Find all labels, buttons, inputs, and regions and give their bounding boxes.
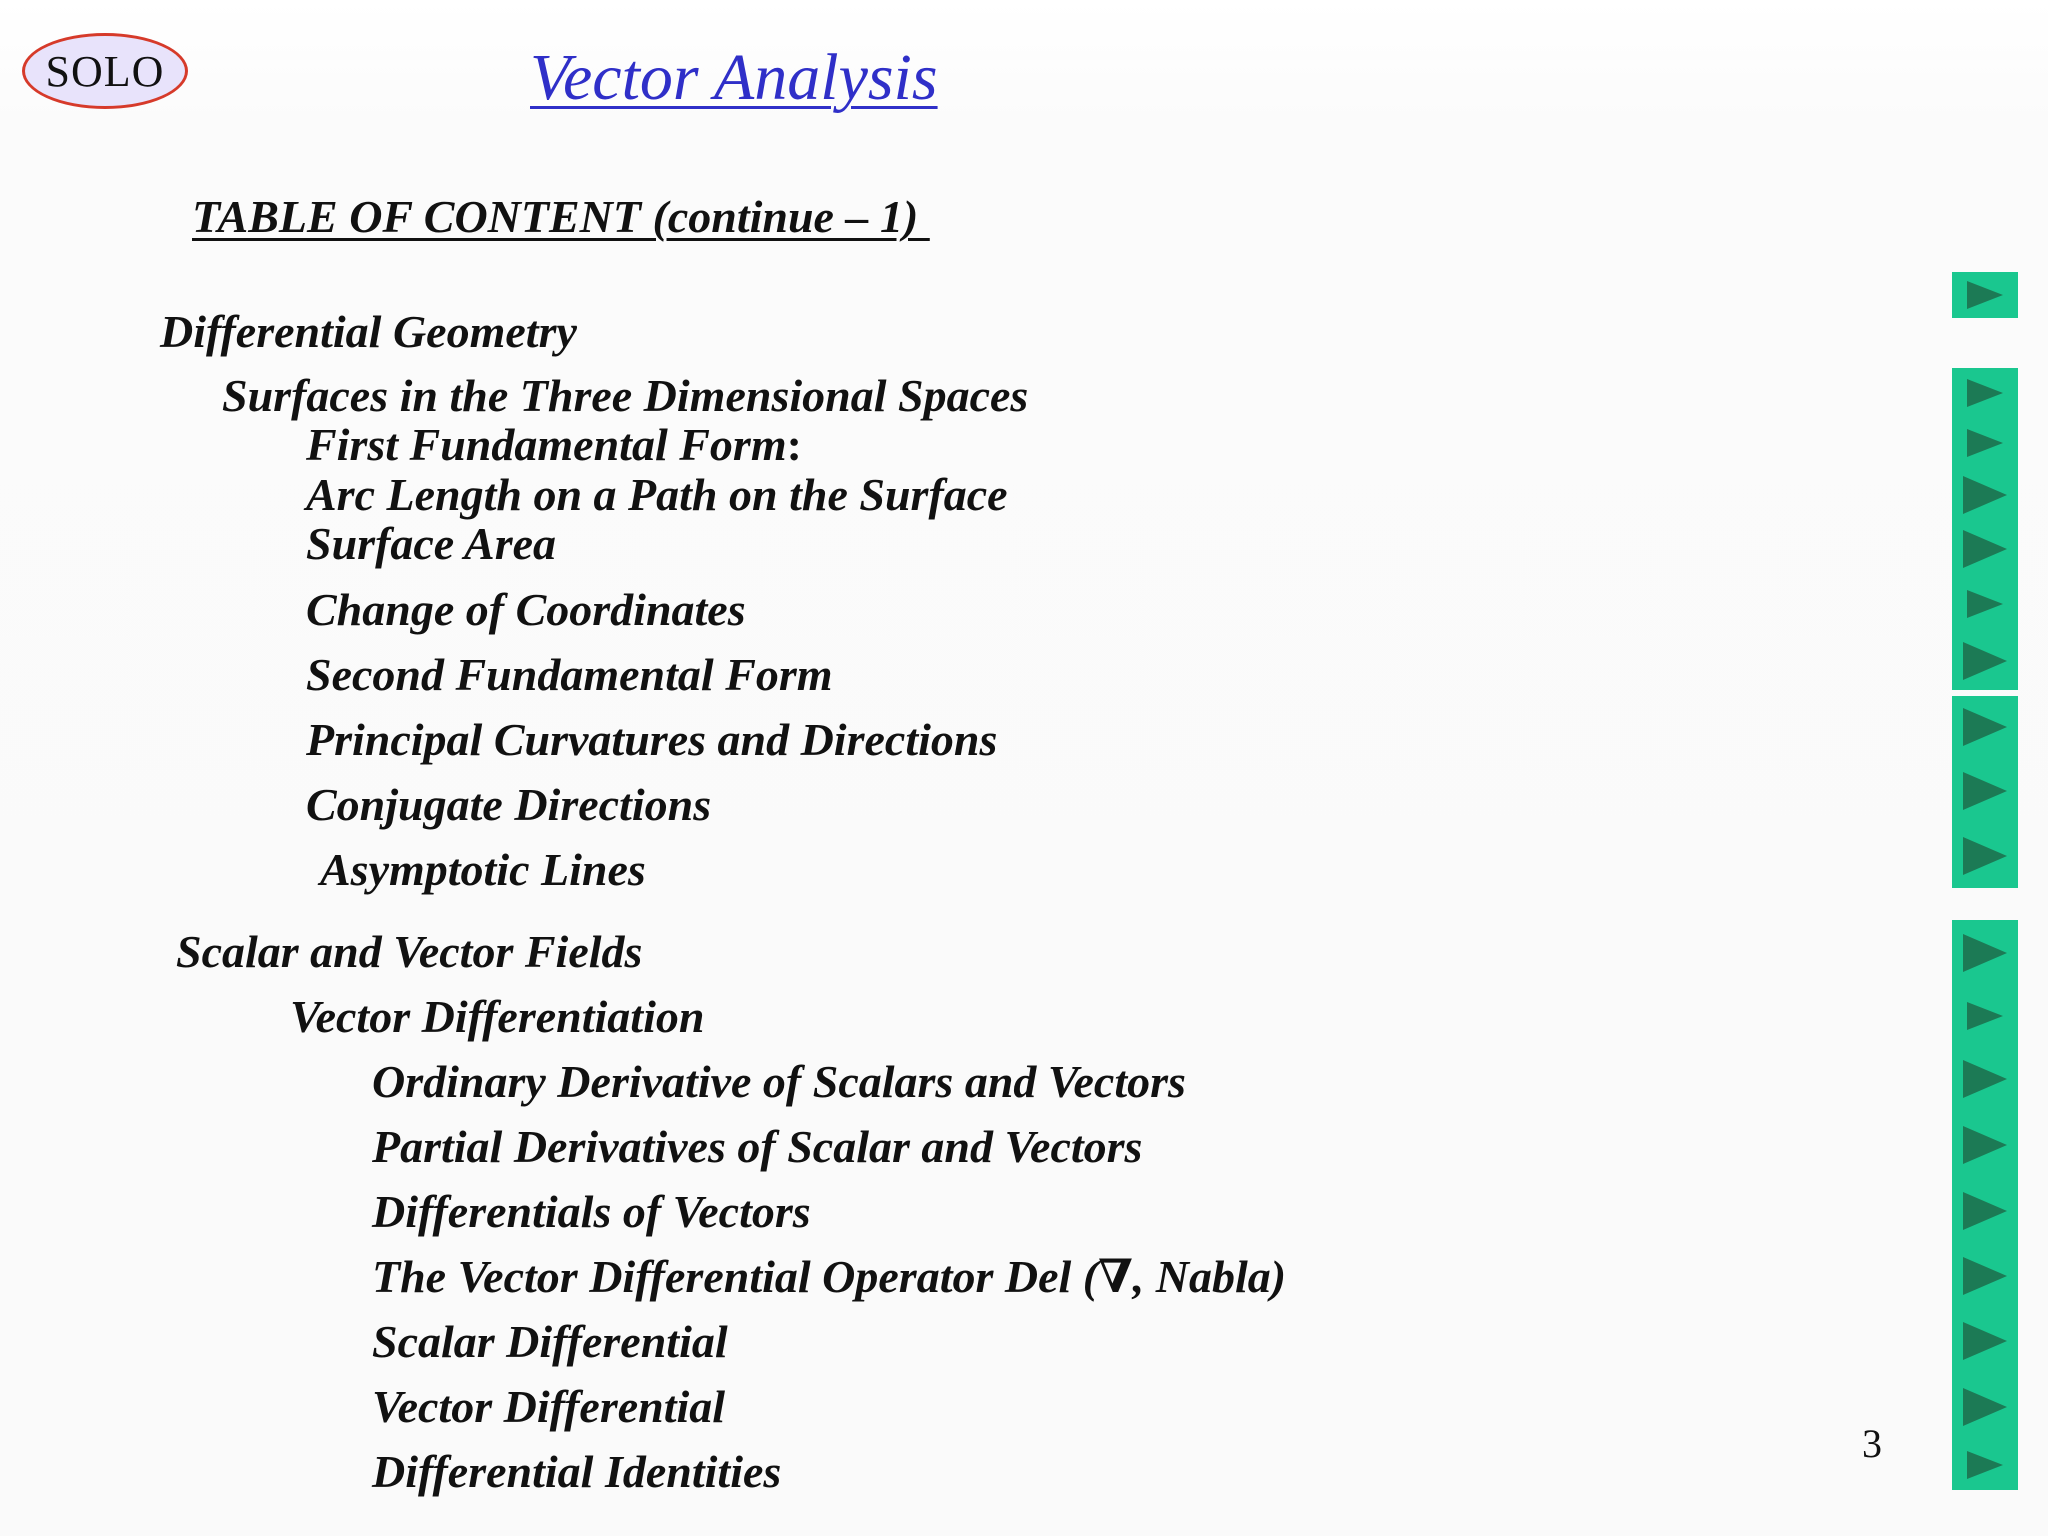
toc-item-label: First Fundamental Form [306, 419, 787, 470]
solo-logo [22, 33, 188, 109]
play-arrow-icon [1961, 1255, 2009, 1297]
play-arrow-icon [1961, 770, 2009, 812]
toc-item-conjugate-directions[interactable]: Conjugate Directions [306, 779, 712, 830]
toc-item-surfaces-3d[interactable]: Surfaces in the Three Dimensional Spaces [222, 370, 1029, 421]
page-title: Vector Analysis [530, 41, 938, 114]
toc-heading: TABLE OF CONTENT (continue – 1) [192, 191, 930, 242]
nav-button-differentials-of-vectors[interactable] [1952, 1178, 2018, 1244]
nav-button-conjugate-directions[interactable] [1952, 758, 2018, 824]
toc-section-scalar-vector-fields[interactable]: Scalar and Vector Fields [176, 926, 643, 977]
toc-item-surface-area[interactable]: Surface Area [306, 518, 557, 569]
play-arrow-icon [1965, 427, 2005, 459]
play-arrow-icon [1961, 1124, 2009, 1166]
play-arrow-icon [1961, 528, 2009, 570]
toc-item-principal-curvatures[interactable]: Principal Curvatures and Directions [306, 714, 998, 765]
toc-section-differential-geometry[interactable]: Differential Geometry [160, 306, 577, 357]
nav-button-scalar-differential[interactable] [1952, 1308, 2018, 1374]
colon-suffix: : [786, 419, 802, 470]
play-arrow-icon [1961, 1058, 2009, 1100]
play-arrow-icon [1961, 1320, 2009, 1362]
toc-item-partial-derivatives[interactable]: Partial Derivatives of Scalar and Vectors [372, 1121, 1143, 1172]
nav-button-principal-curvatures[interactable] [1952, 696, 2018, 758]
nav-button-del-operator[interactable] [1952, 1244, 2018, 1308]
toc-item-vector-differential[interactable]: Vector Differential [372, 1381, 726, 1432]
nav-button-differential-geometry[interactable] [1952, 272, 2018, 318]
toc-item-first-fundamental-form[interactable] [306, 419, 802, 470]
nav-button-partial-derivatives[interactable] [1952, 1112, 2018, 1178]
play-arrow-icon [1961, 932, 2009, 974]
nav-button-ordinary-derivative[interactable] [1952, 1046, 2018, 1112]
toc-item-differentials-of-vectors[interactable]: Differentials of Vectors [372, 1186, 811, 1237]
toc-item-scalar-differential[interactable]: Scalar Differential [372, 1316, 728, 1367]
play-arrow-icon [1961, 640, 2009, 682]
toc-item-asymptotic-lines[interactable]: Asymptotic Lines [320, 844, 646, 895]
toc-item-vector-differentiation[interactable]: Vector Differentiation [290, 991, 705, 1042]
toc-item-change-of-coordinates[interactable]: Change of Coordinates [306, 584, 746, 635]
play-arrow-icon [1961, 1386, 2009, 1428]
toc-item-del-operator[interactable]: The Vector Differential Operator Del (∇, Nabla) [372, 1251, 1287, 1302]
play-arrow-icon [1965, 1449, 2005, 1481]
nav-button-vector-differential[interactable] [1952, 1374, 2018, 1440]
play-arrow-icon [1961, 1190, 2009, 1232]
play-arrow-icon [1965, 377, 2005, 409]
play-arrow-icon [1961, 835, 2009, 877]
toc-item-ordinary-derivative[interactable]: Ordinary Derivative of Scalars and Vectors [372, 1056, 1186, 1107]
nav-button-vector-differentiation[interactable] [1952, 986, 2018, 1046]
nav-button-differential-identities[interactable] [1952, 1440, 2018, 1490]
nav-button-scalar-vector-fields[interactable] [1952, 920, 2018, 986]
play-arrow-icon [1961, 706, 2009, 748]
toc-item-arc-length[interactable]: Arc Length on a Path on the Surface [306, 469, 1008, 520]
toc-item-second-fundamental-form[interactable]: Second Fundamental Form [306, 649, 833, 700]
play-arrow-icon [1965, 279, 2005, 311]
nav-button-surfaces-3d[interactable] [1952, 368, 2018, 418]
play-arrow-icon [1961, 474, 2009, 516]
toc-item-differential-identities[interactable]: Differential Identities [372, 1446, 782, 1497]
nav-button-second-fundamental-form[interactable] [1952, 632, 2018, 690]
play-arrow-icon [1965, 1000, 2005, 1032]
play-arrow-icon [1965, 588, 2005, 620]
nav-button-first-fundamental-form[interactable] [1952, 418, 2018, 468]
nav-button-change-of-coordinates[interactable] [1952, 576, 2018, 632]
page-number: 3 [1862, 1421, 1882, 1466]
nav-button-surface-area[interactable] [1952, 522, 2018, 576]
logo-text: SOLO [45, 46, 165, 96]
nav-button-arc-length[interactable] [1952, 468, 2018, 522]
nav-button-asymptotic-lines[interactable] [1952, 824, 2018, 888]
